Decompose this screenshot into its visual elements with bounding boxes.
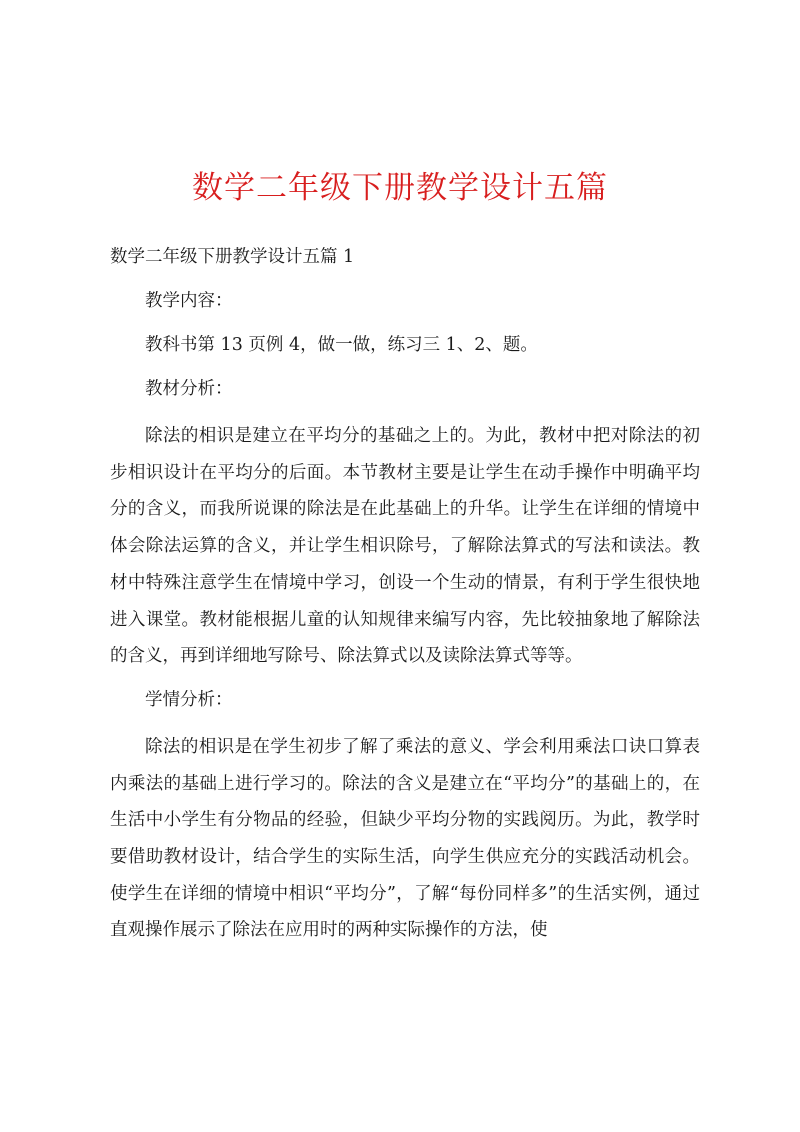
- document-body: [110, 242, 700, 963]
- student-analysis-label: 学情分析：: [145, 689, 233, 710]
- document-title: 数学二年级下册教学设计五篇: [192, 170, 608, 206]
- teaching-content-text: 教科书第 13 页例 4，做一做，练习三 1、2、题。: [145, 335, 538, 355]
- material-analysis-paragraph: 除法的相识是建立在平均分的基础之上的。为此，教材中把对除法的初步相识设计在平均分的后面。本节教材主要是让学生在动手操作中明确平均分的含义，而我所说课的除法是在此基础上的升华。让学生在详细的情境中体会除法运算的含义，并让学生相识除号，了解除法算式的写法和读法。教材中特殊注意学生在情境中学习，创设一个生动的情景，有利于学生很快地进入课堂。教材能根据儿童的认知规律来编写内容，先比较抽象地了解除法的含义，再到详细地写除号、除法算式以及读除法算式等等。: [110, 426, 700, 667]
- teaching-content-label: 教学内容：: [145, 291, 233, 311]
- material-analysis-label: 教材分析：: [145, 379, 233, 399]
- section-heading: 数学二年级下册教学设计五篇 1: [110, 247, 355, 267]
- student-analysis-paragraph: 除法的相识是在学生初步了解了乘法的意义、学会利用乘法口诀口算表内乘法的基础上进行学习的。除法的含义是建立在“平均分”的基础上的，在生活中小学生有分物品的经验，但缺少平均分物的实践阅历。为此，教学时要借助教材设计，结合学生的实际生活，向学生供应充分的实践活动机会。使学生在详细的情境中相识“平均分”，了解“每份同样多”的生活实例，通过直观操作展示了除法在应用时的两种实际操作的方法，使: [110, 736, 700, 941]
